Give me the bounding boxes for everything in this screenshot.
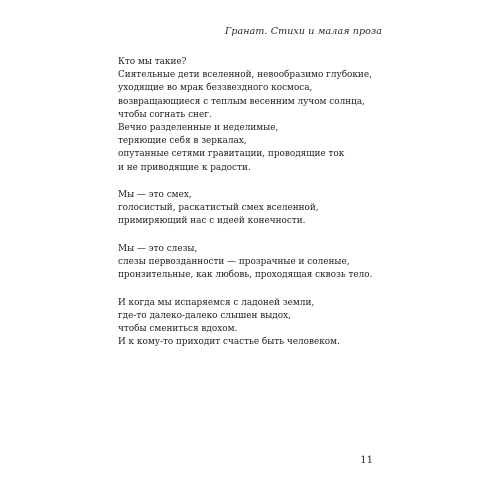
poem-line: и не приводящие к радости. <box>118 162 251 173</box>
stanza-4 <box>118 297 398 350</box>
poem-line: где-то далеко-далеко слышен выдох, <box>118 310 291 321</box>
stanza-3 <box>118 243 398 283</box>
stanza-1 <box>118 56 398 175</box>
poem-line: И к кому-то приходит счастье быть человеком. <box>118 337 340 348</box>
poem-line: пронзительные, как любовь, проходящая сквозь тело. <box>118 270 373 281</box>
poem-line: примиряющий нас с идеей конечности. <box>118 216 306 227</box>
running-header: Гранат. Стихи и малая проза <box>224 26 382 37</box>
page-number: 11 <box>360 455 373 466</box>
poem-line: теряющие себя в зеркалах, <box>118 136 247 147</box>
poem-line: уходящие во мрак беззвездного космоса, <box>118 83 313 94</box>
stanza-2 <box>118 189 398 229</box>
poem-line: И когда мы испаряемся с ладоней земли, <box>118 297 315 308</box>
poem-line: слезы первозданности — прозрачные и соленые, <box>118 257 350 268</box>
poem-line: Вечно разделенные и неделимые, <box>118 123 279 134</box>
poem-body <box>118 56 398 364</box>
poem-line: Мы — это слезы, <box>118 243 198 254</box>
poem-line: опутанные сетями гравитации, проводящие ток <box>118 149 345 160</box>
poem-line: чтобы смениться вдохом. <box>118 324 238 335</box>
poem-line: Кто мы такие? <box>118 57 187 67</box>
poem-line: чтобы согнать снег. <box>118 109 212 120</box>
poem-line: возвращающиеся с теплым весенним лучом солнца, <box>118 96 365 107</box>
poem-line: голосистый, раскатистый смех вселенной, <box>118 203 319 214</box>
poem-line: Сиятельные дети вселенной, невообразимо глубокие, <box>118 70 372 81</box>
poem-line: Мы — это смех, <box>118 190 192 201</box>
